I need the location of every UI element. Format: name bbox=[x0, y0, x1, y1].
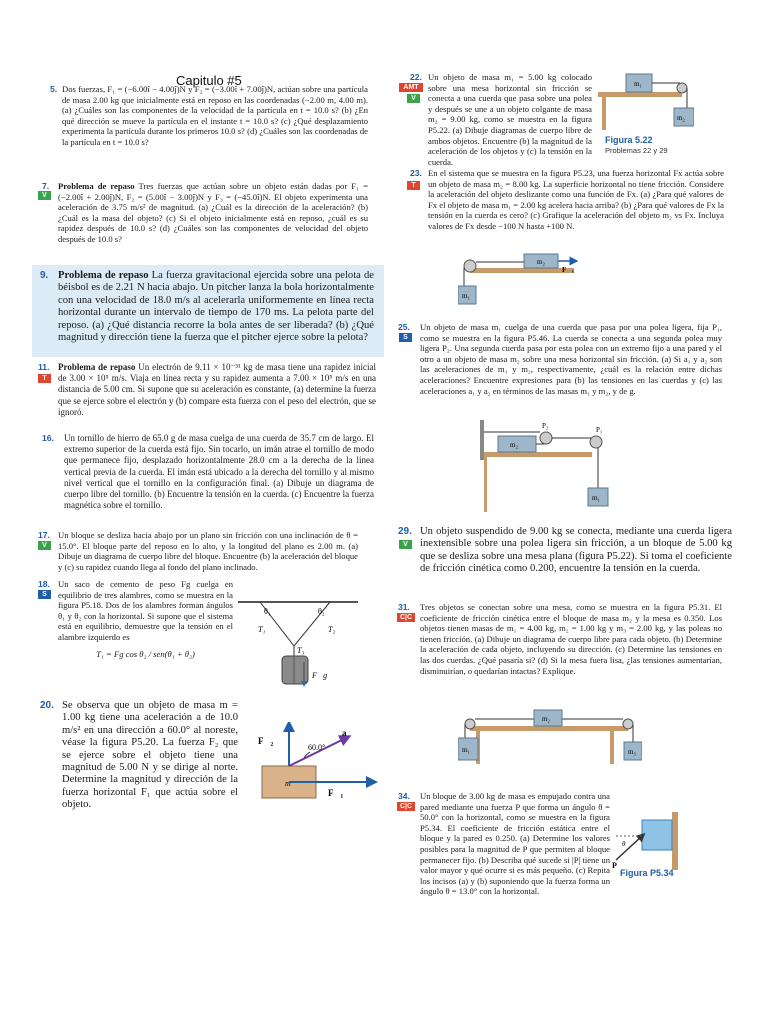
problem-lead: Problema de repaso bbox=[58, 362, 136, 372]
problem-7 bbox=[42, 181, 369, 245]
m2-label: m₂ bbox=[677, 114, 685, 122]
problem-20 bbox=[40, 700, 238, 812]
m1-label: m₁ bbox=[462, 746, 470, 754]
pulley-p2 bbox=[540, 432, 552, 444]
problem-31 bbox=[398, 602, 722, 676]
block bbox=[642, 820, 672, 850]
problem-number: 11. bbox=[38, 362, 50, 372]
pulley bbox=[464, 260, 476, 272]
problem-5 bbox=[50, 84, 368, 148]
problem-text: Un objeto suspendido de 9.00 kg se conecta, mediante una cuerda ligera inextensible sobre una polea ligera sin fricción, a un bloque de 5.00 kg que se desliza sobre una mesa plana (figura P5.22). Si toma el coeficiente de fricción cinética como 0.200, encuentre la tensión en la cuerda. bbox=[420, 526, 732, 575]
problem-number: 25. bbox=[398, 322, 410, 332]
problem-text: Un saco de cemento de peso Fg cuelga en equilibrio de tres alambres, como se muestra en la figura P5.18. Dos de los alambres forman ángulos θ₁ y θ₂ con la horizontal. Si supone que el sistema está en equilibrio, demuestre que la tensión en el alambre izquierdo es bbox=[58, 579, 233, 642]
figure-label: Figura 5.22 bbox=[605, 135, 653, 145]
solution-badge: S bbox=[38, 590, 51, 599]
problem-17 bbox=[38, 530, 358, 572]
figure-p5-46 bbox=[480, 420, 620, 512]
m2-label: m₂ bbox=[542, 715, 550, 723]
fx-label: F⃗ₓ bbox=[562, 266, 574, 274]
m2-label: m₂ bbox=[537, 258, 545, 266]
problem-text: Un tornillo de hierro de 65.0 g de masa cuelga de una cuerda de 35.7 cm de largo. El extremo superior de la cuerda está fijo. Sin tocarlo, un imán atrae el tornillo de modo que permanece fijo, desplazado horizontalmente 28.0 cm a la derecha de la línea vertical previa de la cuerda. El imán está ubicado a la derecha del tornillo y al mismo nivel vertical que el tornillo en la configuración final. (a) Dibuje un diagrama de cuerpo libre del tornillo. (b) Encuentre la tensión en la cuerda. (c) Encuentre la fuerza magnética sobre el tornillo. bbox=[64, 433, 374, 511]
m1-label: m₁ bbox=[634, 80, 642, 88]
problem-number: 23. bbox=[410, 168, 422, 178]
m2-label: m₂ bbox=[510, 441, 518, 449]
m1-label: m₁ bbox=[462, 292, 470, 300]
problem-23 bbox=[410, 168, 724, 232]
tutorial-badge: T bbox=[407, 181, 420, 190]
problem-number: 9. bbox=[40, 270, 49, 281]
chapter-title: Capitulo #5 bbox=[176, 73, 242, 88]
problem-number: 17. bbox=[38, 530, 50, 540]
problem-text: Tres fuerzas que actúan sobre un objeto están dadas por F₁ = (−2.00î + 2.00ĵ)N, F₂ = (5.00î − 3.00ĵ)N y F₃ = (−45.0î)N. El objeto experimenta una aceleración de 3.75 m/s² de magnitud. (a) ¿Cuál es la dirección de la aceleración? (b) ¿Cuál es la masa del objeto? (c) Si el objeto inicialmente está en reposo, ¿cuál es su rapidez después de 10.0 s? (d) ¿Cuáles son las componentes de velocidad del objeto después de 10.0 s? bbox=[58, 181, 369, 244]
theta1-label: θ₁ bbox=[264, 607, 271, 616]
f1-label: F⃗₁ bbox=[328, 788, 344, 798]
p-label: P⃗ bbox=[612, 861, 624, 870]
problem-text: Un objeto de masa m₁ cuelga de una cuerda que pasa por una polea ligera, fija P₁, como se muestra en la figura P5.46. La cuerda se conecta a una segunda polea muy ligera P₂. Una segunda cuerda pasa por esta polea con un extremo fijo a una pared y el otro a un objeto de masa m₂ sobre una mesa horizontal sin fricción. (a) Si a₁ y a₂ son las aceleraciones de m₁ y m₂, respectivamente, ¿cuál es la relación entre dichas aceleraciones? Encuentre expresiones para (b) las tensiones en las cuerdas y (c) las aceleraciones a₁ y a₂ en términos de las masas m₁ y m₂, y de g. bbox=[420, 322, 722, 396]
solution-badge: S bbox=[399, 333, 412, 342]
m3-label: m₃ bbox=[628, 748, 636, 756]
problem-number: 29. bbox=[398, 526, 412, 537]
problem-25 bbox=[398, 322, 722, 396]
problem-9 bbox=[40, 270, 374, 344]
cc-badge: C|C bbox=[397, 802, 415, 811]
problem-number: 22. bbox=[410, 72, 422, 82]
theta2-label: θ₂ bbox=[318, 607, 325, 616]
amt-badge: AMT bbox=[399, 83, 423, 92]
video-badge: V bbox=[38, 541, 51, 550]
p2-label: P₂ bbox=[542, 422, 549, 430]
tension-formula: T₁ = Fg cos θ₂ / sen(θ₁ + θ₂) bbox=[96, 648, 195, 659]
problem-text: Un objeto de masa m₁ = 5.00 kg colocado sobre una mesa horizontal sin fricción se conecta a una cuerda que pasa sobre una polea y después se une a un objeto colgante de masa m₂ = 9.00 kg, como se muestra en la figura P5.22. (a) Dibuje diagramas de cuerpo libre de ambos objetos. Encuentre (b) la magnitud de la aceleración de los objetos y (c) la tensión en la cuerda. bbox=[428, 72, 592, 167]
mass-label: m bbox=[285, 779, 291, 788]
f2-label: F⃗₂ bbox=[258, 736, 274, 746]
problem-11 bbox=[38, 362, 377, 418]
problem-number: 5. bbox=[50, 84, 58, 94]
figure-p5-23 bbox=[458, 248, 578, 312]
figure-p5-34 bbox=[608, 812, 678, 870]
problem-text: La fuerza gravitacional ejercida sobre una pelota de béisbol es de 2.21 N hacia abajo. Un pitcher lanza la bola horizontalmente con una velocidad de 18.0 m/s al acelerarla uniformemente en línea recta horizontal durante un intervalo de tiempo de 170 ms. La pelota parte del reposo. (a) ¿Qué distancia recorre la bola antes de ser liberada? (b) ¿Qué magnitud y dirección tiene la fuerza que el pitcher ejerce sobre la pelota? bbox=[58, 270, 374, 344]
problem-text: Un bloque se desliza hacia abajo por un plano sin fricción con una inclinación de θ = 15.0°. El bloque parte del reposo en lo alto, y la longitud del plano es 2.00 m. (a) Dibuje un diagrama de cuerpo libre del bloque. Encuentre (b) la aceleración del bloque y (c) su rapidez cuando llega al fondo del plano inclinado. bbox=[58, 530, 358, 572]
a-label: a⃗ bbox=[342, 728, 354, 738]
problem-text: Se observa que un objeto de masa m = 1.00 kg tiene una aceleración a de 10.0 m/s² en una dirección a 60.0° al noreste, véase la figura P5.20. La fuerza F₂ que se ejerce sobre el objeto tiene una magnitud de 5.00 N y se dirige al norte. Determine la magnitud y dirección de la fuerza horizontal F₁ que actúa sobre el objeto. bbox=[62, 700, 238, 811]
problem-text: Un bloque de 3.00 kg de masa es empujado contra una pared mediante una fuerza P que forma un ángulo θ = 50.0° con la horizontal, como se muestra en la figura P5.34. El coeficiente de fricción estática entre el bloque y la pared es 0.250. (a) Determine los valores posibles para la magnitud de P que permiten al bloque permanecer fijo. (b) Describa qué sucede si |P| tiene un valor mayor y qué ocurre si es más pequeño. (c) Repita los incisos (a) y (b) suponiendo que la fuerza forma un ángulo θ = 13.0° con la horizontal. bbox=[420, 791, 610, 897]
problem-text: Tres objetos se conectan sobre una mesa, como se muestra en la figura P5.31. El coeficiente de fricción cinética entre el bloque de masa m₂ y la mesa es 0.350. Los objetos tienen masas de m₁ = 4.00 kg, m₂ = 1.00 kg y m₃ = 2.00 kg, y las poleas no tienen fricción. (a) Dibuje un diagrama de cuerpo libre para cada objeto. (b) Determine la aceleración de cada objeto, incluyendo su dirección. (c) Determine las tensiones en las dos cuerdas. ¿Qué pasaría si? (d) Si la mesa fuera lisa, ¿las tensiones aumentarían, disminuirían, o quedarían intactas? Explique. bbox=[420, 602, 722, 676]
problem-text: En el sistema que se muestra en la figura P5.23, una fuerza horizontal Fx actúa sobre un objeto de masa m₂ = 8.00 kg. La superficie horizontal no tiene fricción. Considere la aceleración del objeto deslizante como una función de Fx. (a) ¿Para qué valores de Fx el objeto de masa m₁ = 2.00 kg acelera hacia arriba? (b) ¿Para qué valores de Fx la tensión en la cuerda es cero? (c) Grafique la aceleración del objeto m₂ vs Fx. Incluya valores de Fx desde −100 N hasta +100 N. bbox=[428, 168, 724, 231]
m1-label: m₁ bbox=[592, 494, 600, 502]
figure-5-22 bbox=[598, 68, 694, 130]
problem-text: Un electrón de 9.11 × 10⁻³¹ kg de masa tiene una rapidez inicial de 3.00 × 10⁵ m/s. Viaja en línea recta y su rapidez aumenta a 7.00 × 10⁵ m/s en una distancia de 5.00 cm. Si supone que su aceleración es constante, (a) determine la fuerza que se ejerce sobre el electrón y (b) compare esta fuerza con el peso del electrón, que se ignoró. bbox=[58, 362, 377, 417]
figure-p5-18 bbox=[238, 598, 358, 688]
problem-number: 7. bbox=[42, 181, 50, 191]
figure-p5-20 bbox=[238, 722, 378, 800]
theta-label: θ bbox=[622, 840, 626, 848]
video-badge: V bbox=[38, 191, 51, 200]
pulley-left bbox=[465, 719, 475, 729]
t1-label: T₁ bbox=[258, 625, 266, 634]
problem-number: 34. bbox=[398, 791, 410, 801]
problem-16 bbox=[42, 433, 374, 511]
problem-18 bbox=[38, 579, 233, 659]
problem-number: 31. bbox=[398, 602, 410, 612]
angle-label: 60.0° bbox=[308, 743, 326, 752]
video-badge: V bbox=[399, 540, 412, 549]
figure-label: Figura P5.34 bbox=[620, 868, 674, 878]
pulley-right bbox=[623, 719, 633, 729]
problem-number: 16. bbox=[42, 433, 54, 443]
t3-label: T₃ bbox=[297, 646, 305, 655]
figure-caption: Problemas 22 y 29 bbox=[605, 146, 668, 155]
problem-number: 18. bbox=[38, 579, 50, 589]
problem-29 bbox=[398, 526, 732, 576]
cc-badge: C|C bbox=[397, 613, 415, 622]
problem-text: Dos fuerzas, F₁ = (−6.00î − 4.00ĵ)N y F₂ = (−3.00î + 7.00ĵ)N, actúan sobre una partícula de masa 2.00 kg que inicialmente está en reposo en las coordenadas (−2.00 m, 4.00 m). (a) ¿Cuáles son las componentes de la velocidad de la partícula en t = 10.0 s? (b) ¿En qué dirección se mueve la partícula en el instante t = 10.0 s? (c) ¿Qué desplazamiento experimenta la partícula durante los primeros 10.0 s? (d) ¿Cuáles son las coordenadas de la partícula en t = 10.0 s? bbox=[62, 84, 368, 147]
tutorial-badge: T bbox=[38, 374, 51, 383]
problem-number: 20. bbox=[40, 700, 54, 711]
t2-label: T₂ bbox=[328, 625, 336, 634]
problem-34 bbox=[398, 791, 610, 897]
video-badge: V bbox=[407, 94, 420, 103]
problem-lead: Problema de repaso bbox=[58, 181, 135, 191]
fg-label: F⃗g bbox=[312, 671, 328, 680]
pulley-p1 bbox=[590, 436, 602, 448]
figure-p5-31 bbox=[458, 708, 642, 764]
p1-label: P₁ bbox=[596, 426, 603, 434]
pulley bbox=[677, 83, 687, 93]
problem-lead: Problema de repaso bbox=[58, 270, 149, 281]
